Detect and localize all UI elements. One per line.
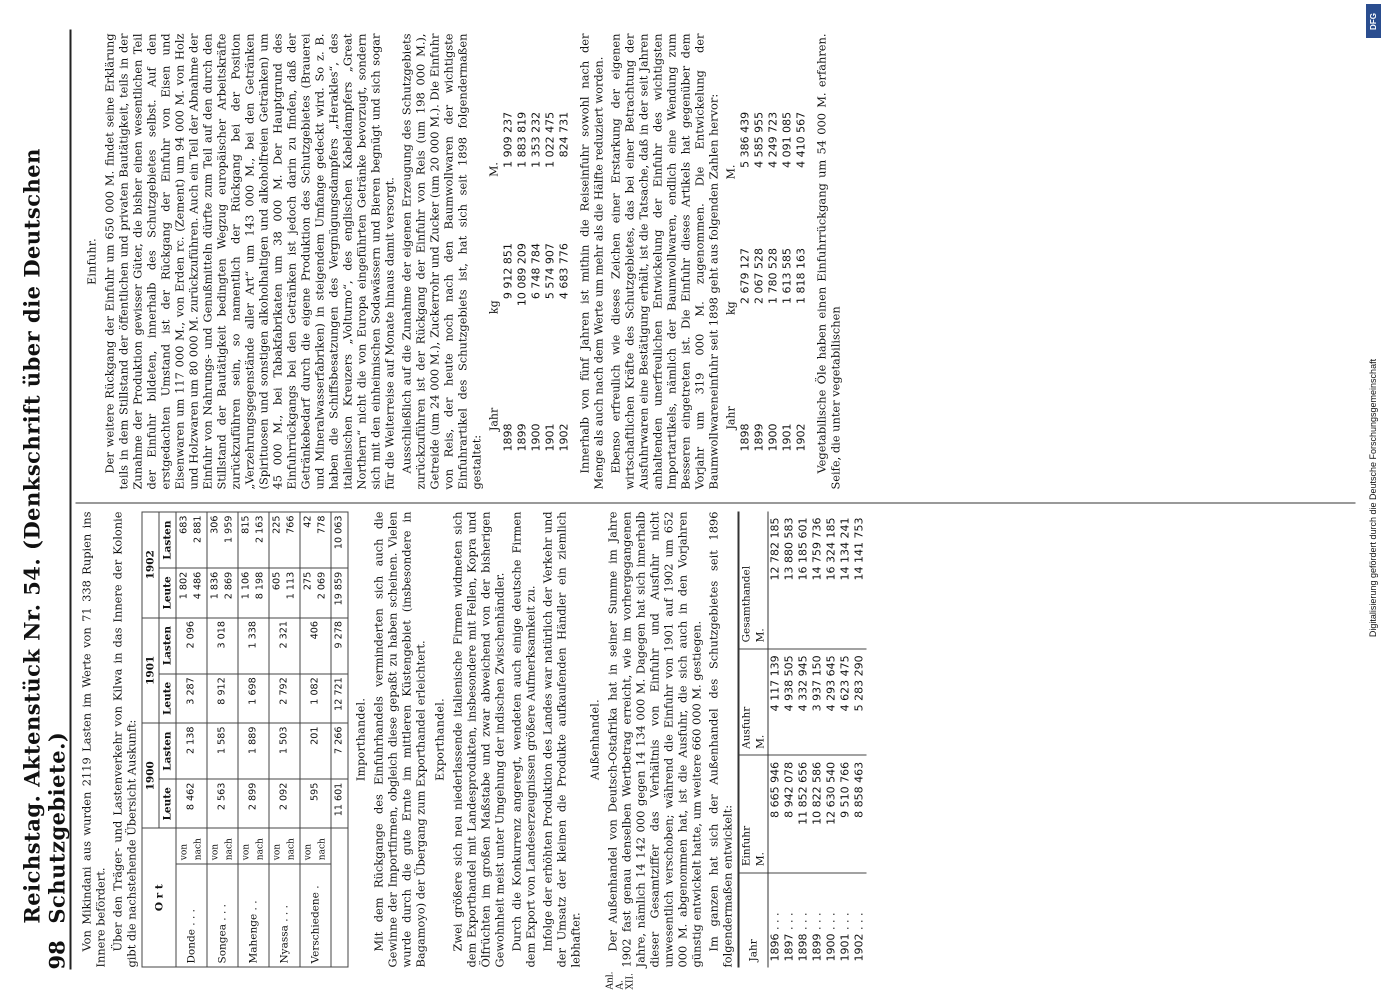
table-cell: 16 185 601 <box>797 512 811 649</box>
table-cell: 1 082 <box>300 674 331 723</box>
table-cell: 4 683 776 <box>557 243 571 300</box>
von-nach: von nach <box>207 828 238 863</box>
year-1902-header: 1902 <box>142 512 159 618</box>
table-cell: 4 117 139 <box>768 649 783 755</box>
table-cell: 1898 <box>738 423 752 452</box>
einfuhr-paragraph-3: Innerhalb von fünf Jahren ist mithin die Reiseinfuhr sowohl nach der Menge als auch nach dem Werte um mehr als die Hälfte reduziert worden. <box>577 33 606 490</box>
table-cell: 595 <box>300 779 331 828</box>
col-header-kg: kg <box>724 301 738 316</box>
table-cell: 4 091 085 <box>780 111 794 168</box>
von-nach: von nach <box>238 828 269 863</box>
table-cell: 5 386 439 <box>738 111 752 168</box>
totals-label <box>331 828 348 967</box>
table-cell: 225 766 <box>269 512 300 568</box>
col-header-jahr: Jahr <box>724 406 738 430</box>
table-cell: 1900 <box>766 423 780 452</box>
table-cell: 1 818 163 <box>794 248 808 305</box>
page-header <box>19 30 72 970</box>
col-header-mark: M. <box>724 164 738 180</box>
left-column <box>79 511 867 990</box>
table-row <box>839 512 853 968</box>
table-cell: 11 852 656 <box>797 755 811 872</box>
table-row <box>753 104 767 460</box>
table-row <box>300 512 331 967</box>
baumwolle-table <box>725 104 809 460</box>
table-cell: 2 092 <box>269 779 300 828</box>
table-cell: 1 889 <box>238 723 269 779</box>
table-cell: 4 938 505 <box>783 649 797 755</box>
table-cell: 1 698 <box>238 674 269 723</box>
table-cell: 14 134 241 <box>839 512 853 649</box>
total-cell: 11 601 <box>331 779 348 828</box>
table-cell: 2 899 <box>238 779 269 828</box>
table-cell: 6 748 784 <box>529 243 543 300</box>
table-row <box>238 512 269 967</box>
table-cell: 4 585 955 <box>752 111 766 168</box>
table-cell: 1901 . . . <box>838 912 852 962</box>
table-cell: 306 1 959 <box>207 512 238 568</box>
place-name: Mahenge . . <box>238 864 269 967</box>
table-cell: 1 613 585 <box>780 248 794 305</box>
table-cell: 5 574 907 <box>543 243 557 300</box>
table-cell: 10 089 209 <box>515 243 529 307</box>
table-row <box>825 512 839 968</box>
table-row <box>176 512 207 967</box>
total-cell: 7 266 <box>331 723 348 779</box>
table-cell: 4 410 567 <box>794 111 808 168</box>
table-cell: 201 <box>300 723 331 779</box>
table-cell: 2 563 <box>207 779 238 828</box>
table-cell: 5 283 290 <box>853 649 867 755</box>
table-row <box>207 512 238 967</box>
table-row <box>797 512 811 968</box>
table-cell: 1897 . . . <box>782 912 796 962</box>
table-cell: 1899 . . . <box>810 912 824 962</box>
table-cell: 275 2 069 <box>300 568 331 617</box>
table-row <box>516 104 530 460</box>
section-title-aussenhandel: Außenhandel. <box>588 699 602 780</box>
section-title-import: Importhandel. <box>354 697 368 782</box>
total-cell: 12 721 <box>331 674 348 723</box>
place-name: Verschiedene . <box>300 864 331 967</box>
section-title-einfuhr: Einfuhr. <box>85 238 99 285</box>
table-row <box>269 512 300 967</box>
table-cell: 3 018 <box>207 618 238 674</box>
table-row <box>544 104 558 460</box>
table-cell: 3 287 <box>176 674 207 723</box>
lasten-header: Lasten <box>159 723 176 779</box>
table-cell: 605 1 113 <box>269 568 300 617</box>
leute-header: Leute <box>159 779 176 828</box>
page-number: 98 <box>44 940 70 970</box>
table-cell: 12 630 540 <box>825 755 839 872</box>
margin-note: Anl. A. XII. <box>605 971 636 990</box>
table-cell: 1902 <box>794 423 808 452</box>
table-row <box>739 104 753 460</box>
year-1900-header: 1900 <box>142 723 159 828</box>
table-cell: 8 858 463 <box>853 755 867 872</box>
table-cell: 14 141 753 <box>853 512 867 649</box>
col-header-kg: kg <box>487 300 501 315</box>
von-nach: von nach <box>269 828 300 863</box>
total-cell: 19 859 <box>331 568 348 617</box>
table-cell: 406 <box>300 618 331 674</box>
table-cell: 1 338 <box>238 618 269 674</box>
table-cell: 2 096 <box>176 618 207 674</box>
table-cell: 1896 . . . <box>768 912 782 962</box>
col-header-einfuhr: Einfuhr M. <box>739 755 769 872</box>
table-cell: 2 067 528 <box>752 248 766 305</box>
leute-header: Leute <box>159 568 176 617</box>
col-header-jahr: Jahr <box>487 407 501 432</box>
import-paragraph: Mit dem Rückgange des Einfuhrhandels verminderten sich auch die Gewinne der Importfirmen, obgleich diese gepaßt zu haben scheinen. Vielen wurde durch die gute Ernte im mittleren Küstengebiet (insbesondere in Bagamoyo) der Übergang zum Exporthandel erleichtert. <box>371 511 428 968</box>
table-cell: 9 510 766 <box>839 755 853 872</box>
table-row <box>558 104 572 460</box>
column-divider <box>76 503 1356 504</box>
export-paragraph-1: Zwei größere sich neu niederlassende italienische Firmen widmeten sich dem Exporthandel mit Landesprodukten, insbesondere mit Fellen, Kopra und Ölfrüchten im großen Maßstabe und zwar abweichend von der bisherigen Gewohnheit meist unter Umgehung der indischen Zwischenhändler. <box>450 511 507 968</box>
totals-row <box>331 512 348 967</box>
year-1901-header: 1901 <box>142 618 159 723</box>
table-cell: 1898 . . . <box>796 912 810 962</box>
intro-paragraph-2: Über den Träger- und Lastenverkehr von Kilwa in das Innere der Kolonie gibt die nachstehende Übersicht Auskunft: <box>110 511 139 968</box>
einfuhr-paragraph-4: Ebenso erfreulich wie dieses Zeichen einer Erstarkung der eigenen wirtschaftlichen Kräfte des Schutzgebietes, das bei einer Betrachtung der Ausfuhrwaren eine Bestätigung erhält, ist die Tatsache, daß in der seit Jahren anhaltenden unerfreulichen Entwickelung der Einfuhr des wichtigsten Importartikels, nämlich der Baumwollwaren, endlich eine Wendung zum Besseren eingetreten ist. Die Einfuhr dieses Artikels hat gegenüber dem Vorjahr um 319 000 M. zugenommen. Die Entwickelung der Baumwollwareneinfuhr seit 1898 geht aus folgenden Zahlen hervor: <box>608 33 721 490</box>
place-name: Donde . . . <box>176 864 207 967</box>
place-name: Nyassa . . . <box>269 864 300 967</box>
table-cell: 4 623 475 <box>839 649 853 755</box>
table-row <box>853 512 867 968</box>
table-cell: 2 792 <box>269 674 300 723</box>
rotated-page-content <box>19 23 1362 990</box>
table-row <box>795 104 809 460</box>
table-cell: 1 883 819 <box>515 111 529 168</box>
table-cell: 10 822 586 <box>811 755 825 872</box>
section-title-export: Exporthandel. <box>433 698 447 781</box>
export-paragraph-2: Durch die Konkurrenz angeregt, wendeten auch einige deutsche Firmen dem Export von Landeserzeugnissen größere Aufmerksamkeit zu. <box>509 511 538 968</box>
table-cell: 2 138 <box>176 723 207 779</box>
aussenhandel-paragraph-2: Im ganzen hat sich der Außenhandel des Schutzgebietes seit 1896 folgendermaßen entwickelt: <box>706 511 735 968</box>
table-cell: 1901 <box>543 423 557 452</box>
table-cell: 1 353 232 <box>529 111 543 168</box>
table-cell: 4 332 945 <box>797 649 811 755</box>
lasten-header: Lasten <box>159 618 176 674</box>
table-cell: 8 462 <box>176 779 207 828</box>
von-nach: von nach <box>176 828 207 863</box>
einfuhr-paragraph-5: Vegetabilische Öle haben einen Einfuhrrückgang um 54 000 M. erfahren. Seife, die unter vegetabilischen <box>814 33 843 490</box>
table-cell: 1900 <box>529 423 543 452</box>
table-cell: 1 780 528 <box>766 248 780 305</box>
table-cell: 9 912 851 <box>501 243 515 300</box>
table-row <box>502 104 516 460</box>
running-head: Reichstag. Aktenstück Nr. 54. (Denkschrift über die Deutschen Schutzgebiete.) <box>19 148 70 924</box>
table-cell: 683 2 881 <box>176 512 207 568</box>
table-cell: 2 321 <box>269 618 300 674</box>
col-header-jahr: Jahr <box>739 873 769 968</box>
table-cell: 8 912 <box>207 674 238 723</box>
table-cell: 16 324 185 <box>825 512 839 649</box>
traeger-table <box>142 512 349 968</box>
total-cell: 10 063 <box>331 512 348 568</box>
einfuhr-paragraph-1: Der weitere Rückgang der Einfuhr um 650 000 M. findet seine Erklärung teils in dem Stillstand der öffentlichen und privaten Bautätigkeit, teils in der Zunahme der Produktion gewisser Güter, die bisher einen wesentlichen Teil der Einfuhr bildeten, innerhalb des Schutzgebietes selbst. Auf den erstgedachten Umstand ist der Rückgang der Einfuhr von Eisen und Eisenwaren um 117 000 M., von Erden rc. (Zement) um 94 000 M. von Holz und Holzwaren um 80 000 M. zurückzuführen. Auch ein Teil der Abnahme der Einfuhr von Nahrungs- und Genußmitteln dürfte zum Teil auf den durch den Stillstand der Bautätigkeit bedingten Wegzug europäischer Arbeitskräfte zurückzuführen sein, so namentlich der Rückgang bei der Position „Verzehrungsgegenstände aller Art“ um 143 000 M., bei den Getränken (Spirituosen und sonstigen alkoholhaltigen und alkoholfreien Getränken) um 45 000 M., bei Tabakfabrikaten um 38 000 M. Der Hauptgrund des Einfuhrrückgangs bei den Getränken ist jedoch darin zu finden, daß der Getränkebedarf durch die eigene Produktion des Schutzgebietes (Brauerei und Mineralwasserfabriken) in steigendem Umfange gedeckt wird. So z. B. haben die Schiffsbesatzungen des Vergnügungsdampfers „Herakles“, des italienischen Kreuzers „Volturno“, des englischen Kabeldampfers „Great Northern“ nicht die von Europa eingeführten Getränke bevorzugt, sondern sich mit den einheimischen Sodawässern und Bieren begnügt und sich sogar für die Weiterreise auf Monate hinaus damit versorgt. <box>102 33 397 490</box>
von-nach: von nach <box>300 828 331 863</box>
total-cell: 9 278 <box>331 618 348 674</box>
table-row <box>768 512 783 968</box>
einfuhr-paragraph-2: Ausschließlich auf die Zunahme der eigenen Erzeugung des Schutzgebiets zurückzuführen ist der Rückgang der Einfuhr von Reis (um 198 000 M.), Getreide (um 24 000 M.), Zuckerrohr und Zucker (um 20 000 M.). Die Einfuhr von Reis, der heute noch nach den Baumwollwaren der wichtigste Einfuhrartikel des Schutzgebiets ist, hat sich seit 1898 folgendermaßen gestaltet: <box>399 33 484 490</box>
table-row <box>767 104 781 460</box>
export-paragraph-3: Infolge der erhöhten Produktion des Landes war natürlich der Verkehr und der Umsatz der kleinen die Produkte aufkaufenden Händler ein ziemlich lebhafter. <box>540 511 583 968</box>
table-row <box>783 512 797 968</box>
table-row <box>811 512 825 968</box>
intro-paragraph-1: Von Mikindani aus wurden 2119 Lasten im Werte von 71 338 Rupien ins Innere befördert. <box>79 511 108 968</box>
reis-table <box>488 104 572 460</box>
table-cell: 1 836 2 869 <box>207 568 238 617</box>
table-cell: 2 679 127 <box>738 248 752 305</box>
table-row <box>781 104 795 460</box>
dfg-logo: DFG <box>1366 4 1381 38</box>
aussenhandel-table <box>738 512 867 968</box>
table-cell: 1902 . . . <box>852 912 866 962</box>
table-cell: 3 937 150 <box>811 649 825 755</box>
table-cell: 4 249 723 <box>766 111 780 168</box>
table-cell: 824 731 <box>557 111 571 158</box>
col-header-ausfuhr: Ausfuhr M. <box>739 649 769 755</box>
table-cell: 1 503 <box>269 723 300 779</box>
table-cell: 1898 <box>501 423 515 452</box>
aussenhandel-paragraph-1: Der Außenhandel von Deutsch-Ostafrika hat in seiner Summe im Jahre 1902 fast genau denselben Wertbetrag erreicht, wie im vorhergegangenen Jahre, nämlich 14 142 000 gegen 14 134 000 M. Dagegen hat sich innerhalb dieser Gesamtziffer das Verhältnis von Einfuhr und Ausfuhr nicht unwesentlich verschoben; während die Einfuhr von 1901 auf 1902 um 652 000 M. abgenommen hat, ist die Ausfuhr, die sich auch in den Vorjahren günstig entwickelt hatte, um weitere 660 000 M. gestiegen. <box>605 511 704 968</box>
table-cell: 1 909 237 <box>501 111 515 168</box>
leute-header: Leute <box>159 674 176 723</box>
digitization-note-text: Digitalisierung gefördert durch die Deutsche Forschungsgemeinschaft <box>1368 358 1378 638</box>
table-cell: 13 880 583 <box>783 512 797 649</box>
table-cell: 1900 . . . <box>824 912 838 962</box>
table-cell: 1899 <box>752 423 766 452</box>
table-cell: 4 293 645 <box>825 649 839 755</box>
table-cell: 1 802 4 486 <box>176 568 207 617</box>
table-cell: 1 106 8 198 <box>238 568 269 617</box>
col-header-mark: M. <box>487 162 501 177</box>
right-column <box>80 34 846 490</box>
table-cell: 14 759 736 <box>811 512 825 649</box>
table-row <box>530 104 544 460</box>
table-cell: 1899 <box>515 423 529 452</box>
table-cell: 42 778 <box>300 512 331 568</box>
table-cell: 1 585 <box>207 723 238 779</box>
table-cell: 1 022 475 <box>543 111 557 168</box>
table-cell: 1901 <box>780 423 794 452</box>
table-cell: 815 2 163 <box>238 512 269 568</box>
table-cell: 12 782 185 <box>768 512 783 649</box>
table-cell: 8 665 946 <box>768 755 783 872</box>
lasten-header: Lasten <box>159 512 176 568</box>
digitization-note <box>1367 18 1379 978</box>
place-name: Songea . . . <box>207 864 238 967</box>
table-cell: 8 942 078 <box>783 755 797 872</box>
col-header-gesamthandel: Gesamthandel M. <box>739 512 769 649</box>
ort-header: O r t <box>142 828 176 967</box>
table-cell: 1902 <box>557 423 571 452</box>
